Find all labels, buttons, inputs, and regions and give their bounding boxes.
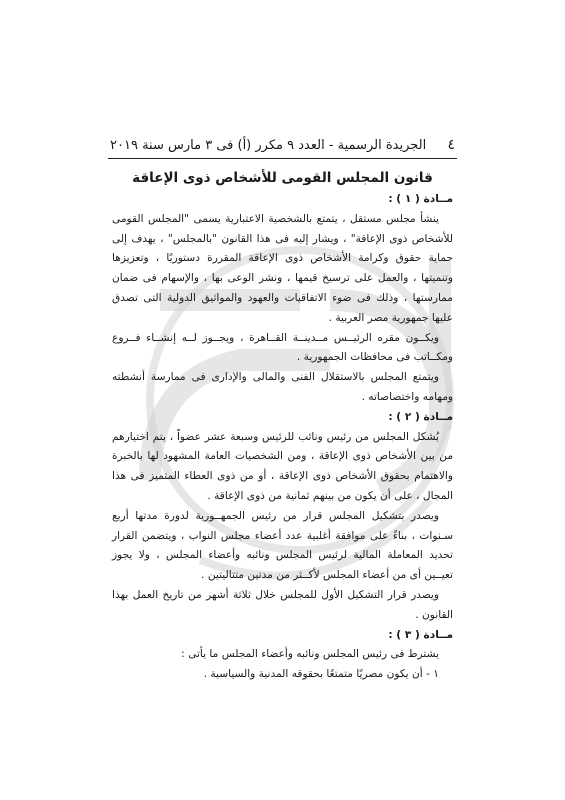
article-paragraph: ويكــون مقره الرئيــس مــدينــة القــاهرة ، ويجــوز لــه إنشــاء فــروع ومكــاتب فى محافظات الجمهورية . [112,331,453,364]
article-paragraph: يشترط فى رئيس المجلس ونائبه وأعضاء المجلس ما يأتى : [181,648,439,661]
page-number: ٤ [447,137,455,153]
page-header [110,134,455,156]
law-title: قانون المجلس القومى للأشخاص ذوى الإعاقة [132,170,433,186]
header-divider [108,158,457,159]
article-paragraph: ويتمتع المجلس بالاستقلال الفنى والمالى والإدارى فى ممارسة أنشطته ومهامه واختصاصاته . [112,371,453,403]
article-paragraph: ويصدر بتشكيل المجلس قرار من رئيس الجمهــورية لدورة مدتها أربع سـنوات ، بناءً على موافقة أغلبية عدد أعضاء مجلس النواب ، ويتضمن القرار تحديد المعاملة المالية لرئيس المجلس ونائبه وأعضاء المجلس ، ولا يجوز تعيــين أى من أعضاء المجلس لأكــثر من مدتين متتاليتين . [112,509,453,582]
article-list-item: ١ - أن يكون مصريًا متمتعًا بحقوقه المدنية والسياسية . [203,668,439,681]
gazette-issue-line: الجريدة الرسمية - العدد ٩ مكرر (أ) فى ٣ مارس سنة ٢٠١٩ [110,137,427,153]
article-heading: مــادة ( ١ ) : [388,193,453,205]
article-paragraph: ينشأ مجلس مستقل ، يتمتع بالشخصية الاعتبارية يسمى "المجلس القومى للأشخاص ذوى الإعاقة" ، ويشار إليه فى هذا القانون "بالمجلس" ، يهدف إلى حماية حقوق وكرامة الأشخاص ذوى الإعاقة المقررة دستوريًا ، وتعزيزها وتنميتها ، والعمل على ترسيخ قيمها ، ونشر الوعى بها ، والإسهام فى ضمان ممارستها ، وذلك فى ضوء الاتفاقيات والعهود والمواثيق الدولية التى تصدق عليها جمهورية مصر العربية . [112,212,453,324]
article-paragraph: ويصدر قرار التشكيل الأول للمجلس خلال ثلاثة أشهر من تاريخ العمل بهذا القانون . [112,588,453,621]
article-heading: مــادة ( ٢ ) : [388,410,453,423]
article-paragraph: يُشكل المجلس من رئيس ونائب للرئيس وسبعة عشر عضواً ، يتم اختيارهم من بين الأشخاص ذوى الإعاقة ، ومن الشخصيات العامة المشهود لها بالخبرة والاهتمام بحقوق الأشخاص ذوى الإعاقة ، أو من ذوى العطاء المتميز فى هذا المجال ، على أن يكون من بينهم ثمانية من ذوى الإعاقة . [112,430,453,502]
article-heading: مــادة ( ٣ ) : [388,628,453,641]
law-body [112,190,453,685]
